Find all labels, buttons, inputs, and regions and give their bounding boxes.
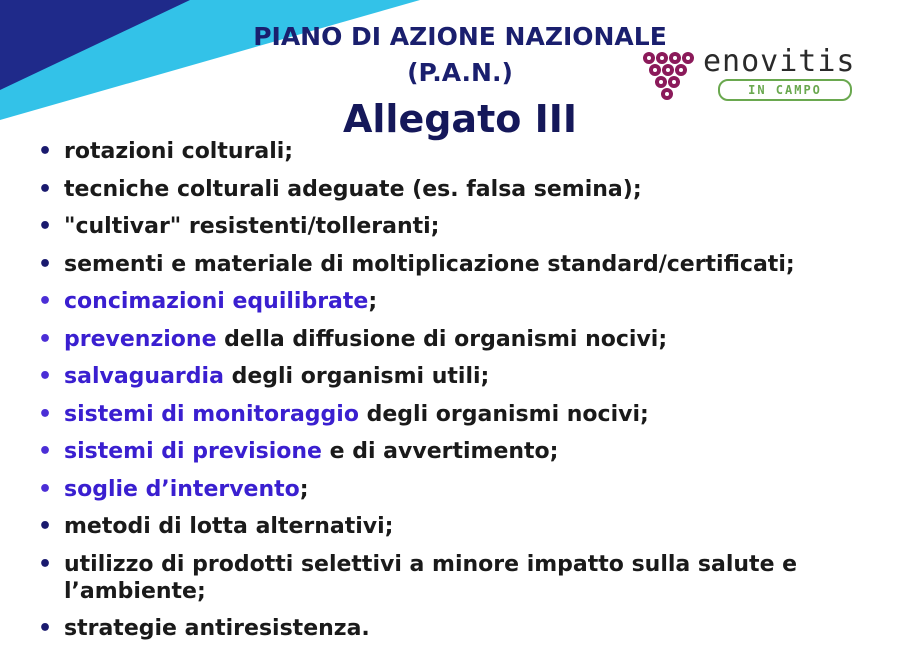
bullet-highlight: sistemi di previsione bbox=[64, 439, 322, 464]
bullet-item bbox=[36, 513, 896, 540]
bullet-dot-icon: • bbox=[38, 616, 53, 641]
bullet-text: della diffusione di organismi nocivi; bbox=[216, 326, 668, 352]
bullet-dot-icon: • bbox=[38, 139, 53, 164]
bullet-dot-icon: • bbox=[38, 364, 53, 389]
bullet-item bbox=[36, 401, 896, 428]
bullet-item bbox=[36, 251, 896, 278]
bullet-item bbox=[36, 476, 896, 503]
bullet-dot-icon: • bbox=[38, 514, 53, 539]
bullet-dot-icon: • bbox=[38, 439, 53, 464]
bullet-dot-icon: • bbox=[38, 251, 53, 277]
bullet-text: tecniche colturali adeguate (es. falsa semina); bbox=[64, 176, 642, 202]
bullet-dot-icon: • bbox=[38, 401, 53, 427]
bullet-list bbox=[36, 138, 896, 653]
page-title: Allegato III bbox=[343, 97, 577, 141]
enovitis-logo bbox=[640, 44, 870, 104]
logo-badge: IN CAMPO bbox=[718, 79, 852, 101]
bullet-item bbox=[36, 551, 896, 605]
bullet-dot-icon: • bbox=[38, 214, 53, 239]
bullet-text: ; bbox=[368, 289, 378, 314]
grape-cluster-icon bbox=[640, 48, 698, 104]
bullet-item bbox=[36, 213, 896, 240]
bullet-highlight: concimazioni equilibrate bbox=[64, 289, 369, 314]
bullet-text: sementi e materiale di moltiplicazione standard/certificati; bbox=[64, 251, 795, 277]
title-line-1: PIANO DI AZIONE NAZIONALE bbox=[253, 22, 667, 51]
bullet-text: rotazioni colturali; bbox=[64, 139, 294, 164]
bullet-highlight: soglie d’intervento bbox=[64, 476, 300, 502]
bullet-highlight: salvaguardia bbox=[64, 364, 224, 389]
bullet-item bbox=[36, 176, 896, 203]
bullet-item bbox=[36, 615, 896, 642]
bullet-item bbox=[36, 288, 896, 315]
bullet-text: "cultivar" resistenti/tolleranti; bbox=[64, 214, 440, 239]
bullet-text: ; bbox=[299, 476, 309, 502]
bullet-text: metodi di lotta alternativi; bbox=[64, 514, 394, 539]
bullet-dot-icon: • bbox=[38, 476, 53, 502]
bullet-text: e di avvertimento; bbox=[321, 439, 559, 464]
bullet-highlight: sistemi di monitoraggio bbox=[64, 401, 359, 427]
bullet-dot-icon: • bbox=[38, 289, 53, 314]
title-line-2: (P.A.N.) bbox=[407, 58, 513, 87]
bullet-dot-icon: • bbox=[38, 551, 53, 577]
bullet-text: strategie antiresistenza. bbox=[64, 616, 370, 641]
bullet-text: utilizzo di prodotti selettivi a minore impatto sulla salute e l’ambiente; bbox=[64, 551, 798, 604]
bullet-item bbox=[36, 363, 896, 390]
bullet-dot-icon: • bbox=[38, 326, 53, 352]
bullet-text: degli organismi nocivi; bbox=[358, 401, 649, 427]
bullet-item bbox=[36, 138, 896, 165]
bullet-highlight: prevenzione bbox=[64, 326, 217, 352]
bullet-dot-icon: • bbox=[38, 176, 53, 202]
logo-wordmark: enovitis bbox=[703, 44, 856, 79]
bullet-item bbox=[36, 438, 896, 465]
bullet-text: degli organismi utili; bbox=[223, 364, 490, 389]
bullet-item bbox=[36, 326, 896, 353]
